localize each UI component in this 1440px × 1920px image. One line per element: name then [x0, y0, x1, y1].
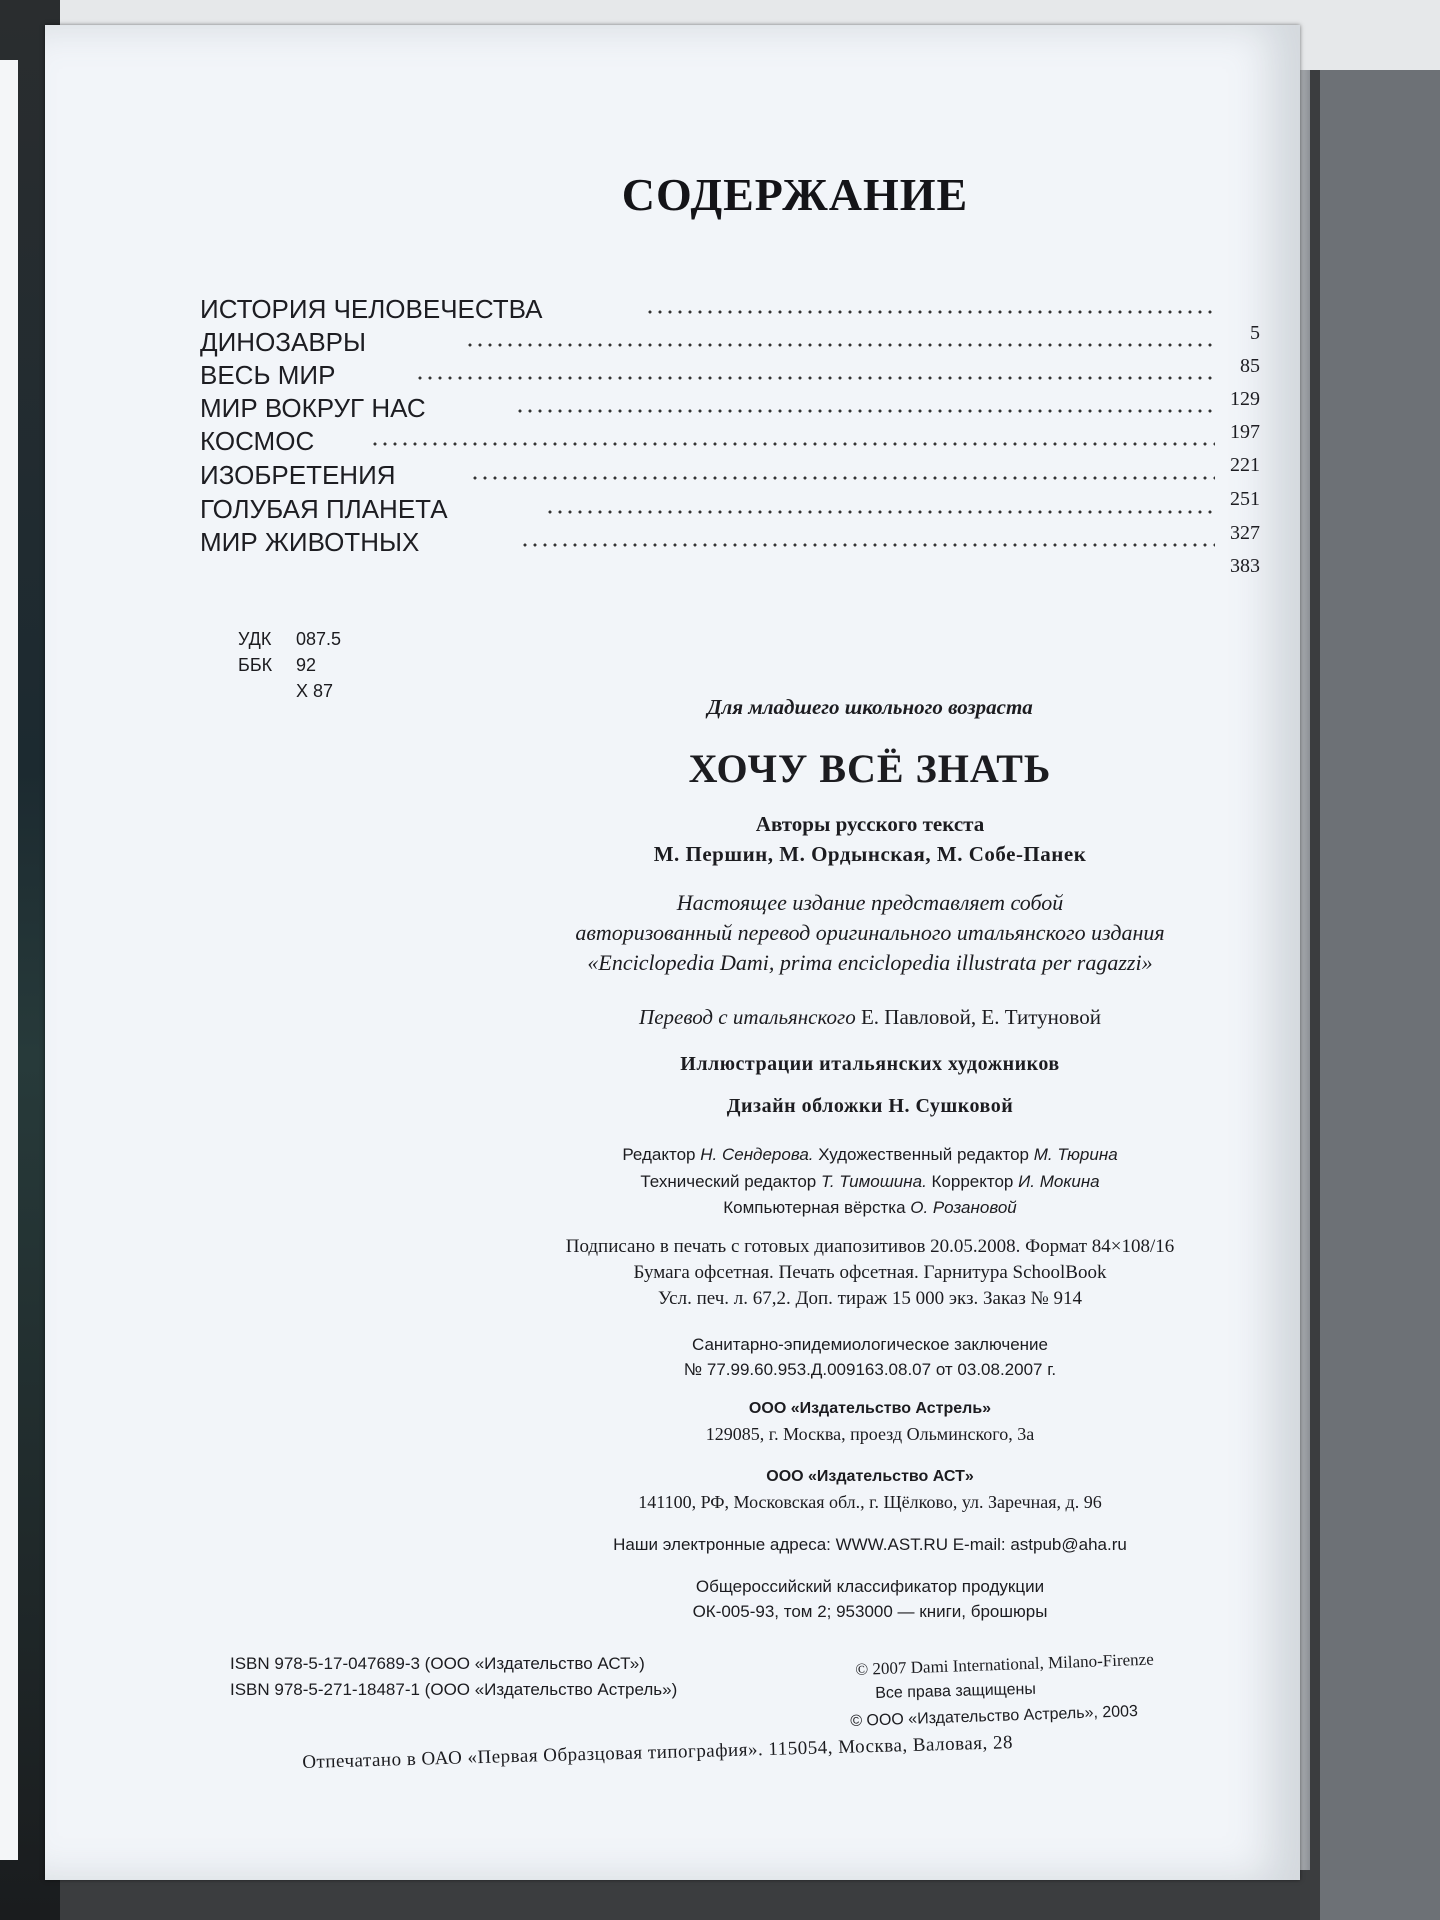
isbn-2: ISBN 978-5-271-18487-1 (ООО «Издательство Астрель»): [230, 1680, 678, 1699]
print-line-2: Бумага офсетная. Печать офсетная. Гарнитура SchoolBook: [633, 1262, 1107, 1283]
illustrations: Иллюстрации итальянских художников: [680, 1053, 1060, 1075]
classifier-line-2: ОК-005-93, том 2; 953000 — книги, брошюры: [692, 1602, 1048, 1621]
toc-item-page: 197: [1230, 421, 1260, 443]
publisher-1-name: ООО «Издательство Астрель»: [748, 1400, 992, 1417]
toc-item-label: МИР ВОКРУГ НАС: [200, 393, 426, 423]
isbn-1: ISBN 978-5-17-047689-3 (ООО «Издательство АСТ»): [230, 1654, 645, 1673]
rights: Все права защищены: [875, 1680, 1037, 1702]
sanitary-line-2: № 77.99.60.953.Д.009163.08.07 от 03.08.2007 г.: [683, 1360, 1057, 1379]
publisher-1-address: 129085, г. Москва, проезд Ольминского, 3а: [705, 1424, 1035, 1444]
translators: Е. Павловой, Е. Титуновой: [860, 1005, 1101, 1029]
toc-leader-dots: [370, 442, 1215, 446]
toc-title: СОДЕРЖАНИЕ: [621, 169, 969, 220]
udk-label: УДК: [238, 629, 272, 649]
copyright-2: © ООО «Издательство Астрель», 2003: [850, 1702, 1139, 1730]
publisher-2-name: ООО «Издательство АСТ»: [766, 1468, 974, 1485]
background-cover-right: [1320, 70, 1440, 1920]
toc-item-page: 327: [1230, 522, 1260, 544]
left-page-edge: [0, 60, 18, 1860]
staff-name: И. Мокина: [1018, 1172, 1100, 1191]
classifier-line-1: Общероссийский классификатор продукции: [695, 1577, 1045, 1596]
authors-heading: Авторы русского текста: [755, 812, 985, 836]
staff-line-1: [330, 1145, 1410, 1165]
cover-design: Дизайн обложки Н. Сушковой: [726, 1095, 1014, 1117]
toc-item-label: МИР ЖИВОТНЫХ: [200, 527, 420, 557]
staff-role: Художественный редактор: [818, 1145, 1029, 1164]
toc-item-label: ГОЛУБАЯ ПЛАНЕТА: [200, 494, 448, 524]
toc-leader-dots: [465, 343, 1215, 347]
toc-leader-dots: [545, 510, 1215, 514]
staff-name: М. Тюрина: [1033, 1145, 1118, 1164]
staff-name: Н. Сендерова.: [700, 1145, 814, 1164]
toc-item-page: 5: [1250, 322, 1260, 344]
toc-item-label: КОСМОС: [200, 426, 315, 456]
sanitary-line-1: Санитарно-эпидемиологическое заключение: [692, 1335, 1048, 1354]
book-title: ХОЧУ ВСЁ ЗНАТЬ: [688, 746, 1052, 791]
toc-item-page: 221: [1230, 454, 1260, 476]
toc-leader-dots: [515, 409, 1215, 413]
edition-line-2: авторизованный перевод оригинального итальянского издания: [575, 920, 1165, 945]
toc-item-label: ВЕСЬ МИР: [200, 360, 336, 390]
toc-leader-dots: [470, 476, 1215, 480]
classification-codes: [238, 626, 341, 704]
staff-role: Корректор: [931, 1172, 1014, 1191]
toc-item-page: 251: [1230, 488, 1260, 510]
udk-value: 087.5: [296, 629, 342, 649]
publisher-2-address: 141100, РФ, Московская обл., г. Щёлково, ул. Заречная, д. 96: [638, 1492, 1102, 1512]
toc-leader-dots: [645, 310, 1215, 314]
toc-item-page: 383: [1230, 555, 1260, 577]
staff-role: Технический редактор: [640, 1172, 817, 1191]
staff-name: Т. Тимошина.: [820, 1172, 927, 1191]
staff-role: Редактор: [622, 1145, 696, 1164]
age-group: Для младшего школьного возраста: [707, 695, 1033, 719]
staff-line-3: [330, 1198, 1410, 1218]
toc-item-page: 129: [1230, 388, 1260, 410]
toc-item-page: 85: [1240, 355, 1260, 377]
printed-by: Отпечатано в ОАО «Первая Образцовая типография». 115054, Москва, Валовая, 28: [302, 1732, 1014, 1773]
edition-line-3: «Enciclopedia Dami, prima enciclopedia illustrata per ragazzi»: [587, 950, 1153, 975]
bbk-label: ББК: [238, 655, 273, 675]
print-line-1: Подписано в печать с готовых диапозитивов 20.05.2008. Формат 84×108/16: [565, 1236, 1175, 1257]
print-line-3: Усл. печ. л. 67,2. Доп. тираж 15 000 экз. Заказ № 914: [657, 1288, 1082, 1309]
copyright-1: © 2007 Dami International, Milano-Firenze: [855, 1649, 1155, 1679]
toc-item-label: ДИНОЗАВРЫ: [200, 327, 367, 357]
toc-leader-dots: [520, 543, 1215, 547]
edition-line-1: Настоящее издание представляет собой: [676, 890, 1064, 915]
translation-label: Перевод с итальянского: [639, 1005, 856, 1029]
toc-item-label: ИЗОБРЕТЕНИЯ: [200, 460, 396, 490]
bbk-value: 92: [296, 655, 317, 675]
web-line: Наши электронные адреса: WWW.AST.RU E-mail: astpub@aha.ru: [613, 1535, 1127, 1554]
author-mark: Х 87: [296, 681, 334, 701]
staff-name: О. Розановой: [910, 1198, 1017, 1217]
staff-line-2: [330, 1172, 1410, 1192]
toc-leader-dots: [415, 376, 1215, 380]
staff-role: Компьютерная вёрстка: [723, 1198, 906, 1217]
toc-item: [200, 527, 1260, 577]
translation-line: [330, 1005, 1410, 1030]
authors: М. Першин, М. Ордынская, М. Собе-Панек: [653, 842, 1087, 866]
toc-item-label: ИСТОРИЯ ЧЕЛОВЕЧЕСТВА: [200, 294, 543, 324]
